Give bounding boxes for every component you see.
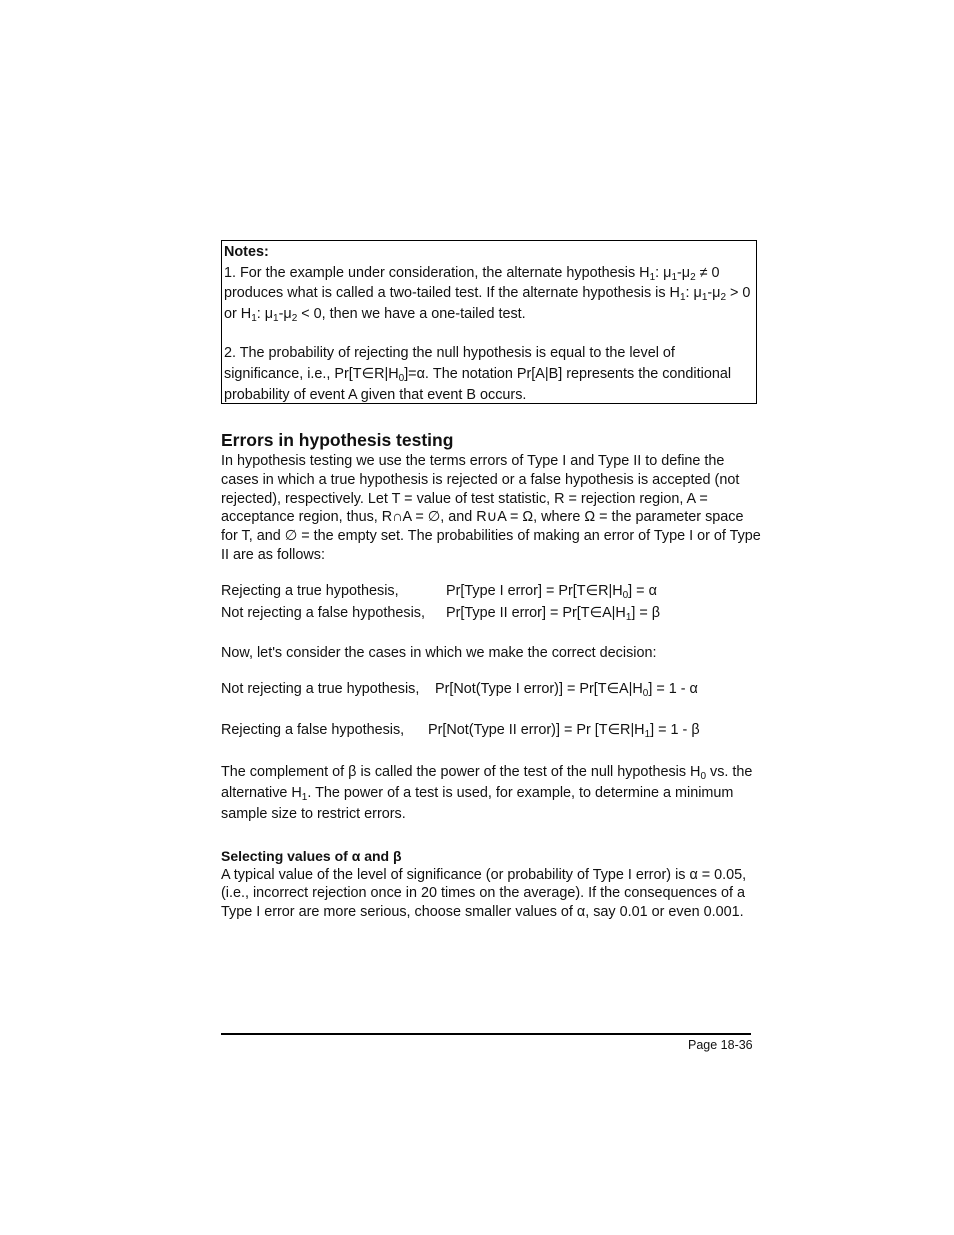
correct1-label: Not rejecting a true hypothesis,	[221, 681, 420, 698]
correct2-label: Rejecting a false hypothesis,	[221, 721, 405, 738]
notes-title: Notes:	[224, 244, 269, 260]
correct1-formula: Pr[Not(Type I error)] = $Pr[T\in A|H_0] = 1 - \alpha$	[435, 681, 698, 700]
page-number: Page 18-36	[688, 1038, 753, 1052]
errors-intro: In hypothesis testing we use the terms errors of Type I and Type II to define the cases in which a true hypothesis is rejected or a false hypothesis is accepted (not rejected), respectively. Let T = value of test statistic, R = rejection region, A = acceptance region, thus, R∩A = ∅, and R∪A = Ω, where Ω = the parameter space for T, and ∅ = the empty set. The probabilities of making an error of Type I or of Type II are as follows:	[221, 453, 761, 563]
type2-error-row	[221, 604, 761, 623]
correct2-row	[221, 721, 761, 740]
note-1: 1. For the example under consideration, the alternate hypothesis $H_1$: $\mu_1-\mu_2 \ne 0$ produces what is called a two-tailed test. If the alternate hypothesis is $H_1$: $\mu_1-\mu_2 > 0$ or $H_1$: $\mu_1-\mu_2 < 0$, then we have a one-tailed test.	[224, 264, 751, 324]
correct-intro: Now, let's consider the cases in which we make the correct decision:	[221, 645, 657, 662]
errors-heading: Errors in hypothesis testing	[221, 430, 454, 450]
footer-rule	[221, 1033, 751, 1035]
type1-formula: Pr[Type I error] = $Pr[T\in R|H_0] = \alpha$	[446, 582, 657, 601]
selecting-body: A typical value of the level of significance (or probability of Type I error) is α = 0.05, (i.e., incorrect rejection once in 20 times on the average). If the consequences of a Type I error are more serious, choose smaller values of α, say 0.01 or even 0.001.	[221, 866, 747, 921]
power-paragraph: The complement of β is called the power of the test of the null hypothesis $H_0$ vs. the alternative $H_1$. The power of a test is used, for example, to determine a minimum sample size to restrict errors.	[221, 763, 753, 822]
main-content	[221, 428, 761, 922]
selecting-heading: Selecting values of α and β	[221, 847, 402, 864]
type2-formula: Pr[Type II error] = $Pr[T\in A|H_1] = \beta$	[446, 604, 661, 623]
notes-box	[221, 240, 757, 404]
correct2-formula: Pr[Not(Type II error)] = Pr $[T\in R|H_1] = 1 - \beta$	[428, 721, 700, 740]
type2-label: Not rejecting a false hypothesis,	[221, 604, 425, 621]
type1-label: Rejecting a true hypothesis,	[221, 582, 399, 599]
type1-error-row	[221, 582, 761, 601]
note-2: 2. The probability of rejecting the null hypothesis is equal to the level of significance, i.e., $Pr[T\in R|H_0]=\alpha$. The notation Pr[A|B] represents the conditional probability of event A given that event B occurs.	[224, 345, 732, 403]
correct1-row	[221, 680, 761, 699]
